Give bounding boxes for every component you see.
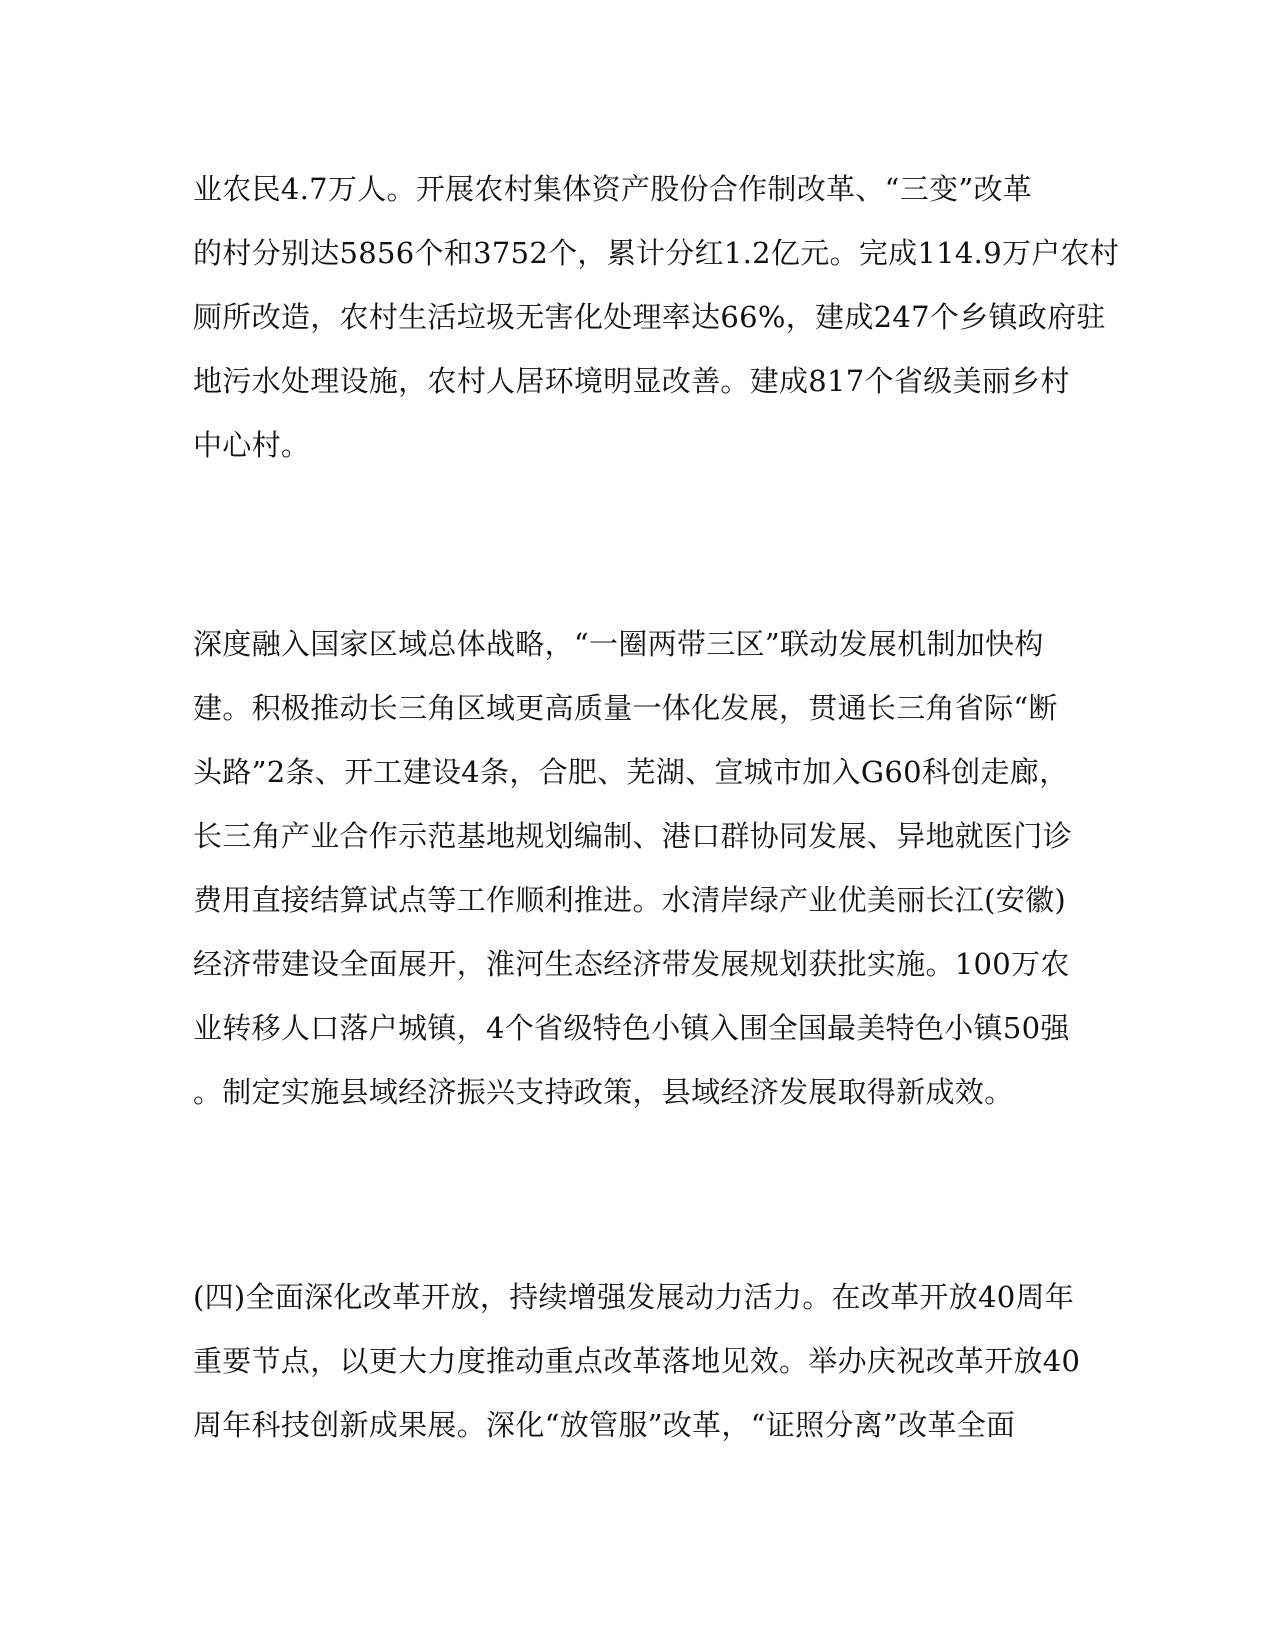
text-line: 长三角产业合作示范基地规划编制、港口群协同发展、异地就医门诊 bbox=[193, 819, 1073, 853]
text-line: 深度融入国家区域总体战略，“一圈两带三区”联动发展机制加快构 bbox=[193, 627, 1044, 661]
text-line: 厕所改造，农村生活垃圾无害化处理率达66%，建成247个乡镇政府驻 bbox=[193, 300, 1106, 334]
text-line: 中心村。 bbox=[193, 428, 311, 462]
text-line: (四)全面深化改革开放，持续增强发展动力活力。在改革开放40周年 bbox=[193, 1280, 1075, 1314]
text-line: 周年科技创新成果展。深化“放管服”改革，“证照分离”改革全面 bbox=[193, 1408, 1016, 1442]
paragraph-regional-strategy bbox=[193, 612, 1073, 1124]
paragraph-reform-opening bbox=[193, 1265, 1081, 1457]
text-line: 地污水处理设施，农村人居环境明显改善。建成817个省级美丽乡村 bbox=[193, 364, 1070, 398]
text-line: 。制定实施县域经济振兴支持政策，县域经济发展取得新成效。 bbox=[193, 1075, 1014, 1109]
paragraph-rural-reform bbox=[193, 157, 1120, 477]
text-line: 业转移人口落户城镇，4个省级特色小镇入围全国最美特色小镇50强 bbox=[193, 1011, 1070, 1045]
text-line: 的村分别达5856个和3752个，累计分红1.2亿元。完成114.9万户农村 bbox=[193, 236, 1120, 270]
text-line: 重要节点，以更大力度推动重点改革落地见效。举办庆祝改革开放40 bbox=[193, 1344, 1081, 1378]
text-line: 费用直接结算试点等工作顺利推进。水清岸绿产业优美丽长江(安徽) bbox=[193, 883, 1066, 917]
text-line: 建。积极推动长三角区域更高质量一体化发展，贯通长三角省际“断 bbox=[193, 691, 1058, 725]
text-line: 业农民4.7万人。开展农村集体资产股份合作制改革、“三变”改革 bbox=[193, 172, 1033, 206]
text-line: 头路”2条、开工建设4条，合肥、芜湖、宣城市加入G60科创走廊， bbox=[193, 755, 1069, 789]
text-line: 经济带建设全面展开，淮河生态经济带发展规划获批实施。100万农 bbox=[193, 947, 1070, 981]
